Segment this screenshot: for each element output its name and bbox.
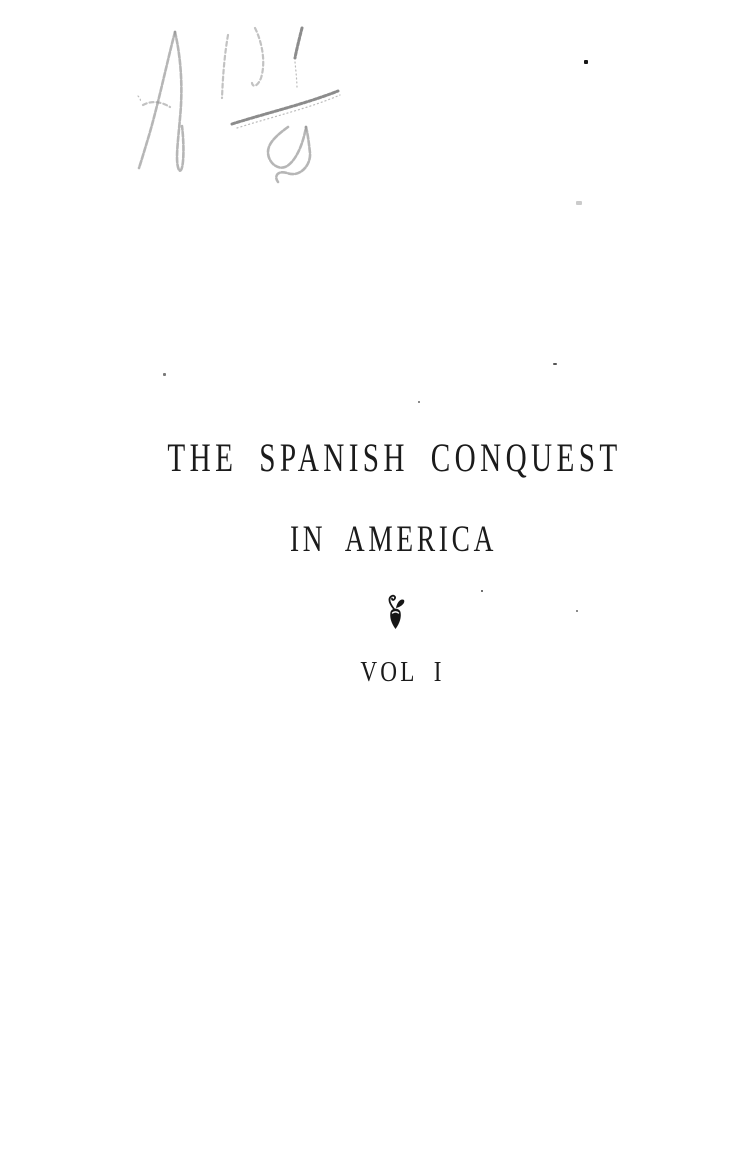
ink-speck: [481, 590, 483, 592]
smudge-speck: [576, 201, 582, 205]
bud-fleuron-ornament: [386, 594, 406, 630]
ink-speck: [418, 401, 420, 403]
book-title-line2: IN AMERICA: [289, 519, 498, 560]
book-title-line1: THE SPANISH CONQUEST: [167, 435, 622, 480]
ink-speck: [576, 610, 578, 612]
ink-speck: [553, 363, 557, 365]
pencil-inscription: [125, 10, 355, 200]
ink-speck: [584, 60, 588, 64]
volume-label: VOL I: [360, 656, 445, 688]
ink-speck: [163, 373, 166, 376]
